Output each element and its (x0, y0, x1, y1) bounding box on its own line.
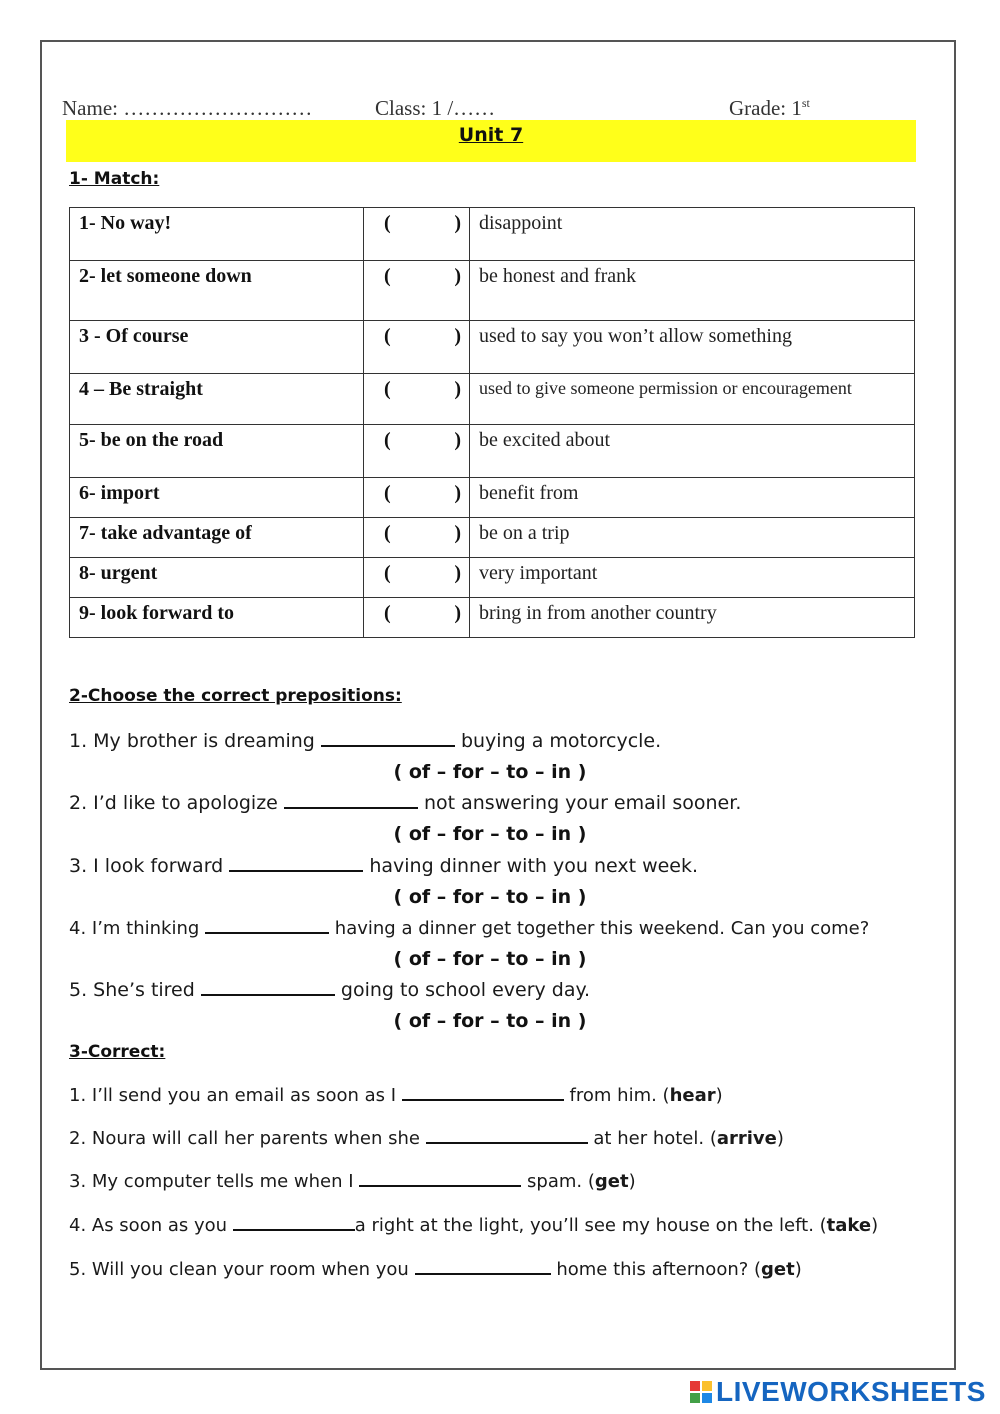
match-term: 2- let someone down (70, 261, 364, 321)
match-term: 4 – Be straight (70, 374, 364, 425)
preposition-question-4: 4. I’m thinking having a dinner get together this weekend. Can you come? (69, 918, 870, 939)
preposition-options: ( of – for – to – in ) (393, 761, 587, 783)
table-row (70, 518, 915, 558)
answer-box[interactable]: ( ) (364, 478, 470, 518)
answer-box[interactable]: ( ) (364, 321, 470, 374)
preposition-question-2: 2. I’d like to apologize not answering your email sooner. (69, 792, 742, 814)
answer-box[interactable]: ( ) (364, 598, 470, 638)
preposition-question-5: 5. She’s tired going to school every day. (69, 979, 591, 1001)
student-info-header (62, 96, 922, 122)
preposition-question-1: 1. My brother is dreaming buying a motorcycle. (69, 730, 662, 752)
class-field[interactable]: Class: 1 /…… (375, 96, 496, 120)
liveworksheets-logo[interactable] (690, 1374, 986, 1410)
answer-box[interactable]: ( ) (364, 208, 470, 261)
match-term: 6- import (70, 478, 364, 518)
preposition-options: ( of – for – to – in ) (393, 886, 587, 908)
answer-box[interactable]: ( ) (364, 374, 470, 425)
match-definition: be excited about (470, 425, 915, 478)
match-term: 5- be on the road (70, 425, 364, 478)
grade-superscript: st (801, 96, 810, 110)
answer-box[interactable]: ( ) (364, 261, 470, 321)
match-table (69, 207, 915, 638)
unit-title: Unit 7 (458, 124, 524, 146)
match-definition: be honest and frank (470, 261, 915, 321)
answer-blank[interactable] (359, 1169, 521, 1187)
grade-label: Grade: 1 (729, 96, 802, 120)
table-row (70, 425, 915, 478)
grade-field (729, 96, 810, 121)
match-term: 8- urgent (70, 558, 364, 598)
table-row (70, 321, 915, 374)
match-definition: disappoint (470, 208, 915, 261)
answer-box[interactable]: ( ) (364, 425, 470, 478)
answer-box[interactable]: ( ) (364, 518, 470, 558)
correct-question-2: 2. Noura will call her parents when she at her hotel. (arrive) (69, 1128, 784, 1149)
match-definition: benefit from (470, 478, 915, 518)
match-definition: very important (470, 558, 915, 598)
correct-question-3: 3. My computer tells me when I spam. (get) (69, 1171, 636, 1192)
match-definition: be on a trip (470, 518, 915, 558)
answer-box[interactable]: ( ) (364, 558, 470, 598)
match-definition: used to say you won’t allow something (470, 321, 915, 374)
unit-banner (66, 120, 916, 162)
table-row (70, 208, 915, 261)
answer-blank[interactable] (402, 1083, 564, 1101)
match-term: 3 - Of course (70, 321, 364, 374)
answer-blank[interactable] (201, 978, 335, 996)
answer-blank[interactable] (426, 1126, 588, 1144)
section-match-title: 1- Match: (69, 169, 160, 189)
preposition-options: ( of – for – to – in ) (393, 823, 587, 845)
preposition-question-3: 3. I look forward having dinner with you next week. (69, 855, 699, 877)
table-row (70, 478, 915, 518)
table-row (70, 558, 915, 598)
answer-blank[interactable] (284, 791, 418, 809)
preposition-options: ( of – for – to – in ) (393, 1010, 587, 1032)
answer-blank[interactable] (415, 1257, 551, 1275)
match-term: 7- take advantage of (70, 518, 364, 558)
match-term: 9- look forward to (70, 598, 364, 638)
table-row (70, 261, 915, 321)
correct-question-1: 1. I’ll send you an email as soon as I from him. (hear) (69, 1085, 723, 1106)
table-row (70, 374, 915, 425)
liveworksheets-icon (690, 1381, 712, 1403)
name-field[interactable]: Name: ……………………… (62, 96, 313, 120)
table-row (70, 598, 915, 638)
match-definition: used to give someone permission or encouragement (470, 374, 915, 425)
match-definition: bring in from another country (470, 598, 915, 638)
section-correct-title: 3-Correct: (69, 1042, 166, 1062)
answer-blank[interactable] (321, 729, 455, 747)
answer-blank[interactable] (233, 1213, 355, 1231)
liveworksheets-wordmark: LIVEWORKSHEETS (716, 1376, 986, 1407)
section-prepositions-title: 2-Choose the correct prepositions: (69, 686, 402, 706)
preposition-options: ( of – for – to – in ) (393, 948, 587, 970)
answer-blank[interactable] (229, 854, 363, 872)
match-term: 1- No way! (70, 208, 364, 261)
correct-question-4: 4. As soon as you a right at the light, you’ll see my house on the left. (take) (69, 1215, 879, 1236)
correct-question-5: 5. Will you clean your room when you home this afternoon? (get) (69, 1259, 802, 1280)
answer-blank[interactable] (205, 916, 329, 934)
